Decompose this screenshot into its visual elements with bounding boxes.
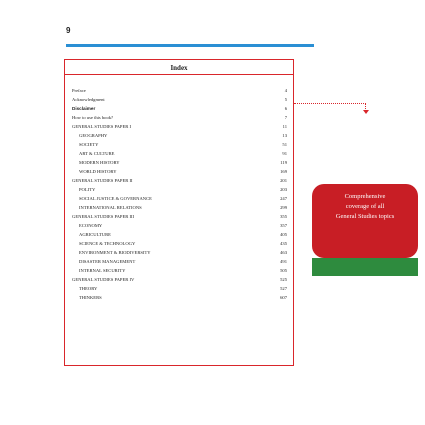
entry-page: 527 xyxy=(280,286,287,291)
entry-page: 405 xyxy=(280,232,287,237)
entry-page: 525 xyxy=(280,277,287,282)
callout-line-2: coverage of all xyxy=(345,203,385,210)
entry-label: DISASTER MANAGEMENT xyxy=(79,259,136,264)
entry-page: 491 xyxy=(280,259,287,264)
index-entry-economy xyxy=(65,221,293,230)
page-number: 9 xyxy=(66,26,71,35)
index-entry-gs-paper-1 xyxy=(65,122,293,131)
index-entry-social-justice xyxy=(65,194,293,203)
index-entry-thinkers xyxy=(65,293,293,302)
entry-label: GENERAL STUDIES PAPER II xyxy=(72,178,133,183)
index-entry-art-culture xyxy=(65,149,293,158)
index-entry-polity xyxy=(65,185,293,194)
index-title-divider xyxy=(65,74,293,75)
entry-label: WORLD HISTORY xyxy=(79,169,117,174)
entry-page: 607 xyxy=(280,295,287,300)
callout-green-bar xyxy=(312,258,418,276)
index-title: Index xyxy=(170,64,188,72)
entry-label: POLITY xyxy=(79,187,96,192)
entry-page: 247 xyxy=(280,196,287,201)
index-entry-science-technology xyxy=(65,239,293,248)
entry-label: Disclaimer xyxy=(72,106,96,111)
index-entry-how-to-use xyxy=(65,113,293,122)
index-entry-geography xyxy=(65,131,293,140)
index-entry-acknowledgment xyxy=(65,95,293,104)
entry-page: 169 xyxy=(280,169,287,174)
entry-page: 355 xyxy=(280,214,287,219)
entry-page: 357 xyxy=(280,223,287,228)
index-entry-world-history xyxy=(65,167,293,176)
index-entry-agriculture xyxy=(65,230,293,239)
arrow-down-icon xyxy=(363,110,369,114)
index-entry-environment xyxy=(65,248,293,257)
index-entry-preface xyxy=(65,86,293,95)
entry-label: ECONOMY xyxy=(79,223,103,228)
entry-label: INTERNAL SECURITY xyxy=(79,268,126,273)
entry-page: 435 xyxy=(280,241,287,246)
entry-page: 4 xyxy=(284,88,287,93)
index-entry-modern-history xyxy=(65,158,293,167)
callout-connector-line xyxy=(294,103,366,105)
entry-label: How to use this book? xyxy=(72,115,114,120)
entry-page: 13 xyxy=(282,133,287,138)
entry-label: THEORY xyxy=(79,286,98,291)
entry-page: 505 xyxy=(280,268,287,273)
entry-label: SCIENCE & TECHNOLOGY xyxy=(79,241,136,246)
entry-label: GEOGRAPHY xyxy=(79,133,108,138)
header-rule xyxy=(66,44,314,47)
index-entry-gs-paper-4 xyxy=(65,275,293,284)
entry-label: GENERAL STUDIES PAPER III xyxy=(72,214,135,219)
entry-label: THINKERS xyxy=(79,295,102,300)
entry-page: 463 xyxy=(280,250,287,255)
entry-page: 203 xyxy=(280,187,287,192)
entry-label: Acknowledgment xyxy=(72,97,105,102)
index-entry-disaster-management xyxy=(65,257,293,266)
entry-label: ENVIRONMENT & BIODIVERSITY xyxy=(79,250,151,255)
index-entry-gs-paper-2 xyxy=(65,176,293,185)
index-entry-internal-security xyxy=(65,266,293,275)
entry-label: GENERAL STUDIES PAPER IV xyxy=(72,277,135,282)
entry-label: GENERAL STUDIES PAPER I xyxy=(72,124,132,129)
entry-page: 11 xyxy=(282,124,287,129)
index-entry-international-relations xyxy=(65,203,293,212)
index-entry-society xyxy=(65,140,293,149)
entry-label: ART & CULTURE xyxy=(79,151,115,156)
entry-label: SOCIAL JUSTICE & GOVERNANCE xyxy=(79,196,152,201)
entry-page: 6 xyxy=(284,106,287,111)
index-entry-gs-paper-3 xyxy=(65,212,293,221)
callout-box xyxy=(312,184,418,258)
index-panel xyxy=(64,59,294,366)
entry-label: INTERNATIONAL RELATIONS xyxy=(79,205,142,210)
entry-label: MODERN HISTORY xyxy=(79,160,120,165)
entry-page: 7 xyxy=(284,115,287,120)
entry-page: 51 xyxy=(282,142,287,147)
entry-label: SOCIETY xyxy=(79,142,99,147)
entry-page: 201 xyxy=(280,178,287,183)
entry-page: 5 xyxy=(284,97,287,102)
entry-page: 119 xyxy=(280,160,287,165)
entry-page: 91 xyxy=(282,151,287,156)
entry-label: AGRICULTURE xyxy=(79,232,111,237)
callout-line-1: Comprehensive xyxy=(344,193,386,200)
entry-page: 299 xyxy=(280,205,287,210)
entry-label: Preface xyxy=(72,88,86,93)
callout-line-3: General Studies topics xyxy=(335,213,395,220)
index-entry-theory xyxy=(65,284,293,293)
index-entry-disclaimer xyxy=(65,104,293,113)
